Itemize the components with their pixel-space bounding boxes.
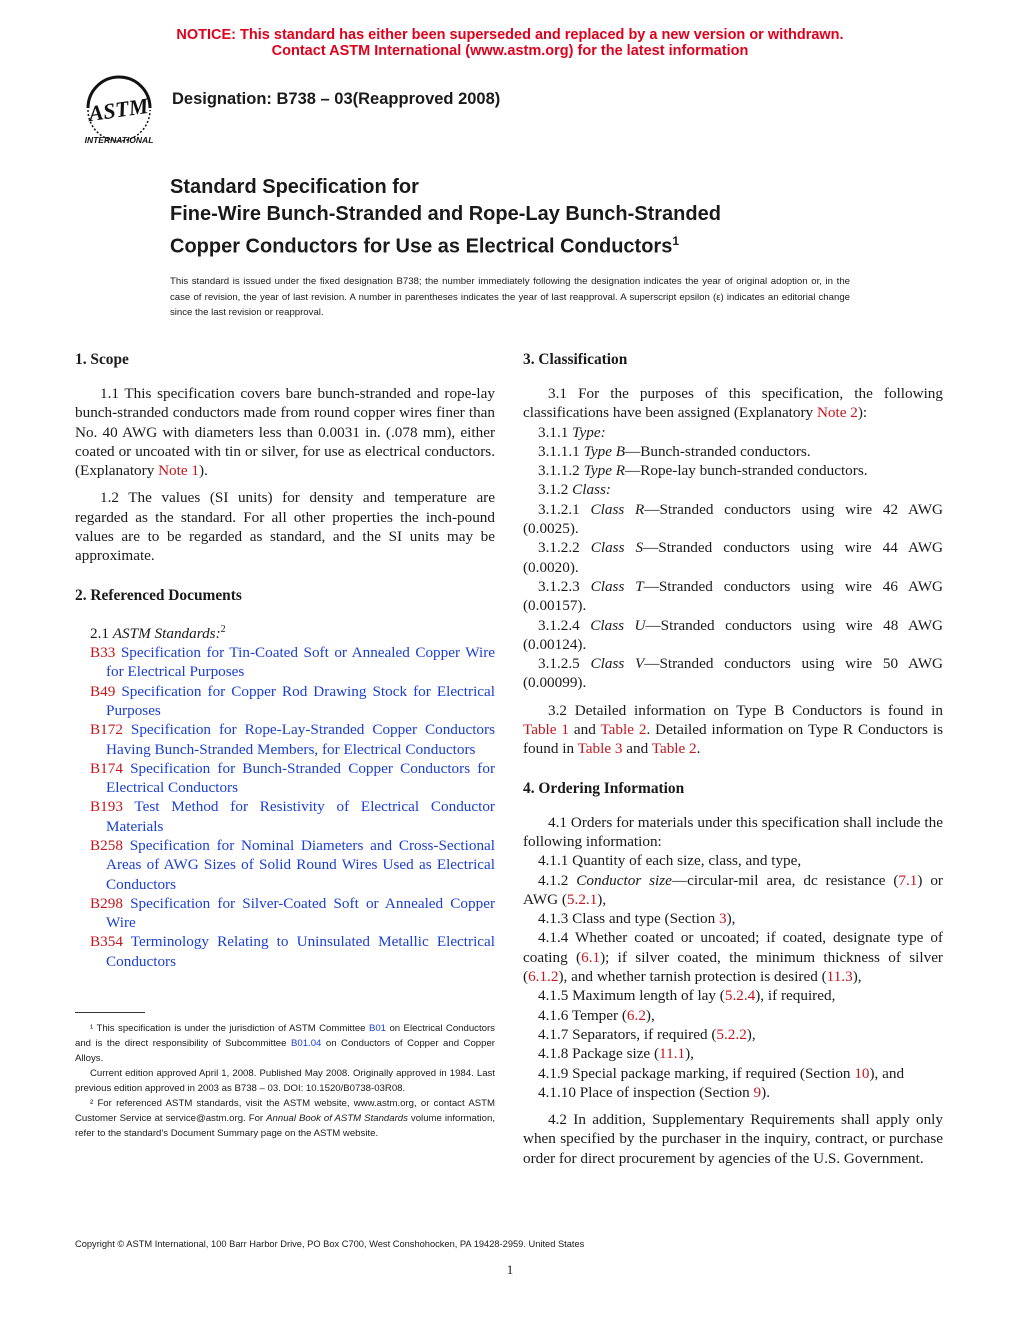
reference-item[interactable]: B174 Specification for Bunch-Stranded Copper Conductors for Electrical Conductors [90,759,495,797]
table-3-link[interactable]: Table 3 [577,740,623,758]
b01-04-link[interactable]: B01.04 [290,1038,322,1049]
page-number: 1 [506,1262,514,1277]
reference-list [75,643,495,971]
title-line-1: Standard Specification for [170,176,419,198]
notice-line-1: NOTICE: This standard has either been superseded and replaced by a new version or withdrawn. [176,27,844,43]
astm-standards-intro: 2.1 ASTM Standards:$^2$ [90,623,226,642]
ordering-item: 4.1.5 Maximum length of lay (5.2.4), if required, [538,987,836,1005]
classification-3-1: 3.1 For the purposes of this specification, the following classifications have been assigned (Explanatory Note 2): [523,385,943,422]
footnote-divider [75,1012,145,1013]
right-column [523,350,943,1176]
b01-link[interactable]: B01 [368,1023,387,1034]
table-2-link[interactable]: Table 2 [651,740,697,758]
classification-item: 3.1.2.3 Class T—Stranded conductors using wire 46 AWG (0.00157). [523,577,943,615]
ordering-4-2: 4.2 In addition, Supplementary Requirements shall apply only when specified by the purchaser in the inquiry, contract, or purchase order for direct procurement by agencies of the U.S. Government. [523,1111,943,1167]
scope-heading: 1. Scope [75,351,129,368]
ordering-item: 4.1.1 Quantity of each size, class, and type, [538,852,802,870]
note-2-link[interactable]: Note 2 [816,404,858,422]
classification-item: 3.1.2 Class: [538,481,611,499]
reference-item[interactable]: B49 Specification for Copper Rod Drawing Stock for Electrical Purposes [90,682,495,719]
ordering-item: 4.1.7 Separators, if required (5.2.2), [538,1025,756,1043]
table-1-link[interactable]: Table 1 [523,721,569,739]
ordering-item: 4.1.9 Special package marking, if required (Section 10), and [538,1064,905,1082]
classification-item: 3.1.2.5 Class V—Stranded conductors using wire 50 AWG (0.00099). [523,655,943,692]
notice-banner [0,27,1020,59]
reference-item[interactable]: B193 Test Method for Resistivity of Electrical Conductor Materials [90,798,495,835]
classification-item: 3.1.2.4 Class U—Stranded conductors using wire 48 AWG (0.00124). [523,616,943,653]
classification-item: 3.1.1.1 Type B—Bunch-stranded conductors. [538,442,811,460]
classification-item: 3.1.2.2 Class S—Stranded conductors using wire 44 AWG (0.0020). [523,539,943,576]
table-2-link[interactable]: Table 2 [600,721,647,739]
designation: Designation: B738 – 03(Reapproved 2008) [172,90,501,108]
copyright: Copyright © ASTM International, 100 Barr Harbor Drive, PO Box C700, West Conshohocken, PA 19428-2959. United States [75,1239,585,1249]
ordering-item: 4.1.8 Package size (11.1), [538,1045,694,1063]
ordering-item: 4.1.4 Whether coated or uncoated; if coated, designate type of coating (6.1); if silver coated, the minimum thickness of silver (6.1.2), and whether tarnish protection is desired (11.3), [523,929,943,986]
document-title [170,174,890,261]
footnote-1-edition: Current edition approved April 1, 2008. Published May 2008. Originally approved in 1984. Last previous edition approved in 2003 as B738 – 03. DOI: 10.1520/B0738-03R08. [75,1068,495,1094]
classification-item: 3.1.1 Type: [538,423,606,441]
svg-text:INTERNATIONAL: INTERNATIONAL [84,135,154,145]
footnote-2: ² For referenced ASTM standards, visit the ASTM website, www.astm.org, or contact ASTM Customer Service at service@astm.org. For Annual Book of ASTM Standards volume information, refer to the standard's Document Summary page on the ASTM website. [75,1098,495,1139]
ordering-item: 4.1.2 Conductor size—circular-mil area, dc resistance (7.1) or AWG (5.2.1), [523,871,943,908]
title-line-2: Fine-Wire Bunch-Stranded and Rope-Lay Bunch-Stranded [170,203,721,225]
footnotes [75,1021,495,1141]
classification-item: 3.1.2.1 Class R—Stranded conductors using wire 42 AWG (0.0025). [523,500,943,538]
title-footnote-mark: 1 [672,234,680,248]
reference-item[interactable]: B298 Specification for Silver-Coated Soft or Annealed Copper Wire [90,894,496,932]
footnote-1: ¹ This specification is under the jurisdiction of ASTM Committee B01 on Electrical Conductors and is the direct responsibility of Subcommittee B01.04 on Conductors of Copper and Copper Alloys. [75,1023,495,1064]
svg-text:ASTM: ASTM [86,92,150,127]
referenced-heading: 2. Referenced Documents [75,586,242,604]
ordering-heading: 4. Ordering Information [523,779,685,797]
preamble: This standard is issued under the fixed designation B738; the number immediately following the designation indicates the year of original adoption or, in the case of revision, the year of last revision. A number in parentheses indicates the year of last reapproval. A superscript epsilon (ε) indicates an editorial change since the last revision or reapproval. [170,276,850,318]
classification-heading: 3. Classification [523,351,628,368]
notice-line-2: Contact ASTM International (www.astm.org) for the latest information [271,43,749,59]
reference-item[interactable]: B354 Terminology Relating to Uninsulated Metallic Electrical Conductors [90,933,495,970]
note-1-link[interactable]: Note 1 [158,462,200,480]
classification-item: 3.1.1.2 Type R—Rope-lay bunch-stranded conductors. [538,462,868,480]
classification-3-2: 3.2 Detailed information on Type B Conductors is found in Table 1 and Table 2. Detailed information on Type R Conductors is found in Table 3 and Table 2. [523,701,943,758]
left-column [75,350,495,971]
scope-1-2: 1.2 The values (SI units) for density and temperature are regarded as the standard. For all other properties the inch-pound values are to be regarded as standard, and the SI units may be approximate. [75,489,495,565]
reference-item[interactable]: B258 Specification for Nominal Diameters and Cross-Sectional Areas of AWG Sizes of Solid Round Wires Used as Electrical Conductors [90,837,496,893]
scope-1-1: 1.1 This specification covers bare bunch-stranded and rope-lay bunch-stranded conductors made from round copper wires finer than No. 40 AWG with diameters less than 0.0031 in. (.078 mm), either coated or uncoated with tin or silver, for use as electrical conductors. (Explanatory Note 1). [75,385,495,480]
ordering-4-1: 4.1 Orders for materials under this specification shall include the following information: [523,813,943,850]
ordering-item: 4.1.3 Class and type (Section 3), [538,910,736,928]
ordering-item: 4.1.6 Temper (6.2), [538,1006,655,1024]
reference-item[interactable]: B172 Specification for Rope-Lay-Stranded Copper Conductors Having Bunch-Stranded Members, for Electrical Conductors [90,721,495,758]
reference-item[interactable]: B33 Specification for Tin-Coated Soft or Annealed Copper Wire for Electrical Purposes [90,644,495,681]
ordering-item: 4.1.10 Place of inspection (Section 9). [538,1083,770,1101]
title-line-3: Copper Conductors for Use as Electrical Conductors [170,235,673,258]
astm-logo [74,74,164,146]
